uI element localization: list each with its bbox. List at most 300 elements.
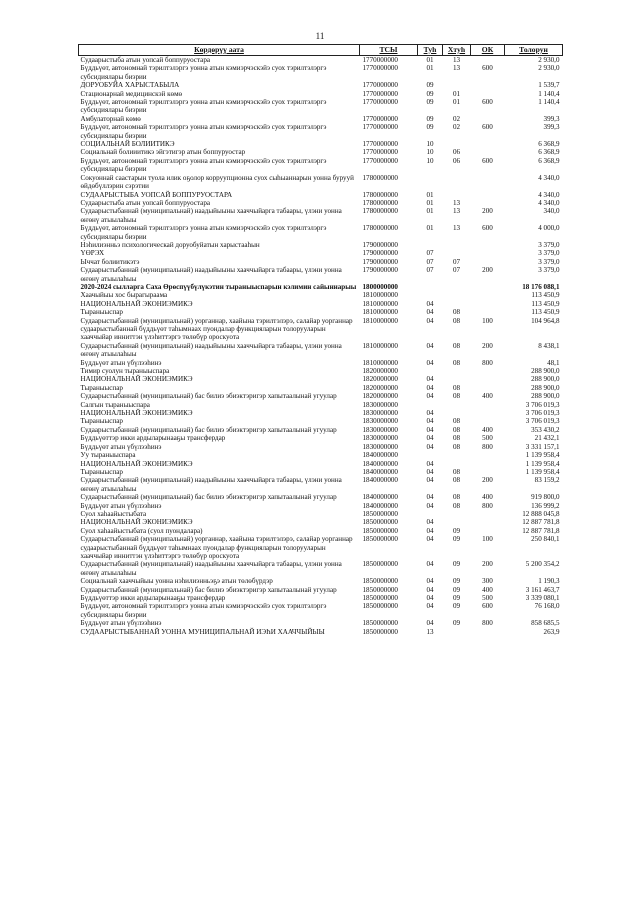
table-row	[79, 300, 563, 308]
row-sum: 113 450,9	[531, 308, 560, 317]
row-sum: 2 930,0	[538, 56, 560, 64]
row-vr	[471, 451, 505, 459]
row-rz: 09	[426, 114, 434, 123]
row-pr: 09	[452, 619, 461, 628]
row-name: Салгын тыраныыспара	[80, 400, 150, 409]
table-row	[79, 342, 563, 359]
row-vr: 400	[482, 392, 493, 401]
row-csr: 1830000000	[362, 425, 398, 434]
row-csr: 1830000000	[362, 417, 398, 426]
row-sum: 353 430,2	[531, 425, 560, 434]
row-sum: 5 200 354,2	[525, 560, 560, 569]
row-vr: 200	[482, 266, 493, 275]
row-name: Сокуоннай саастарын туола илик оҕолор корруупционна суох сыһыаннарын уонна бурууй өйдөбүллэрин сэрэтии	[80, 173, 354, 191]
row-csr: 1830000000	[362, 400, 398, 409]
row-csr: 1850000000	[362, 602, 398, 611]
row-name: Судаарыстыбаннай (муниципальнай) бас билиэ эбиэктэригэр хапытаалынай угуулар	[80, 585, 337, 594]
row-vr	[471, 409, 505, 417]
row-csr: 1840000000	[362, 493, 398, 502]
row-csr: 1850000000	[362, 627, 398, 636]
row-sum: 4 340,0	[538, 198, 560, 207]
table-row	[79, 602, 563, 619]
table-row	[79, 451, 563, 459]
table-row	[79, 619, 563, 627]
page-number: 11	[315, 31, 325, 41]
row-pr: 08	[452, 316, 461, 325]
row-pr	[443, 241, 471, 249]
row-name: Судаарыстыбаннай (муниципальнай) бас билиэ эбиэктэригэр хапытаалынай угуулар	[80, 392, 337, 401]
row-csr: 1800000000	[362, 282, 398, 291]
row-name: Бүддьүөт, автономнай тэрилтэлэргэ уонна атын кэмиэрчэскэйэ суох тэрилтэлэргэ субсидиялары биэрии	[80, 98, 327, 115]
row-vr: 100	[482, 535, 493, 544]
table-row	[79, 518, 563, 526]
row-vr	[471, 291, 505, 299]
row-vr	[471, 375, 505, 383]
row-rz: 10	[426, 140, 434, 149]
row-name: Судаарыстыбаннай (муниципальнай) уорганнар, хаайына тэрилтэлэрэ, салайар уорганнар судаарыстыбаннай бүддьүөт таһымнаах пуондалар функцияларын толорууларын хааччыйар инниттэн үлэһиттэргэ төлөбүр ороскуота	[80, 316, 353, 342]
row-vr: 600	[482, 64, 493, 73]
row-pr: 08	[452, 417, 461, 426]
row-name: Бүддьүөт, автономнай тэрилтэлэргэ уонна атын кэмиэрчэскэйэ суох тэрилтэлэргэ субсидиялары биэрии	[80, 602, 327, 619]
row-pr: 08	[452, 467, 461, 476]
row-vr	[471, 174, 505, 191]
row-name: ДОРУОБУЙА ХАРЫСТАБЫЛА	[80, 81, 180, 90]
row-csr: 1770000000	[362, 98, 398, 107]
row-name: Тыраныыспар	[80, 383, 123, 392]
row-csr: 1790000000	[362, 257, 398, 266]
header-rz: Туh	[418, 45, 443, 56]
row-csr: 1850000000	[362, 619, 398, 628]
row-rz: 04	[426, 417, 434, 426]
table-row	[79, 157, 563, 174]
row-vr: 800	[482, 358, 493, 367]
row-sum: 18 176 088,1	[522, 282, 560, 291]
row-name: Бүддьүөт атын үбүлээһинэ	[80, 501, 162, 510]
row-pr	[443, 367, 471, 375]
row-name: НАЦИОНАЛЬНАЙ ЭКОНИЭМИКЭ	[80, 375, 193, 384]
row-rz: 01	[426, 190, 434, 199]
table-row	[79, 56, 563, 65]
row-csr: 1810000000	[362, 291, 398, 300]
row-pr: 08	[452, 493, 461, 502]
table-row	[79, 199, 563, 207]
row-rz: 01	[426, 224, 434, 233]
row-vr: 300	[482, 577, 493, 586]
row-rz	[418, 241, 443, 249]
row-csr: 1770000000	[362, 156, 398, 165]
row-pr	[443, 375, 471, 383]
header-csr: ТСЫ	[360, 45, 418, 56]
table-row	[79, 401, 563, 409]
row-csr: 1820000000	[362, 375, 398, 384]
row-csr: 1780000000	[362, 198, 398, 207]
row-vr: 600	[482, 156, 493, 165]
row-csr: 1840000000	[362, 451, 398, 460]
row-csr: 1840000000	[362, 476, 398, 485]
row-name: Бүддьүөттэр икки ардыларынааҕы трансфердар	[80, 594, 226, 602]
row-sum: 1 539,7	[538, 81, 560, 90]
row-name: Суол хаһаайыстыбата (суол пуондалара)	[80, 526, 203, 535]
row-rz: 04	[426, 526, 434, 535]
row-sum: 4 340,0	[538, 173, 560, 182]
row-name: Тыраныыспар	[80, 308, 123, 317]
row-rz: 10	[426, 148, 434, 157]
row-sum: 6 368,9	[538, 148, 560, 157]
row-rz: 04	[426, 476, 434, 485]
header-name: Көрдөрүү аата	[79, 45, 360, 56]
row-rz: 07	[426, 257, 434, 266]
row-pr: 08	[452, 476, 461, 485]
row-name: Судаарыстыба атын уопсай боппуруостара	[80, 56, 211, 64]
row-rz	[418, 291, 443, 299]
row-csr: 1810000000	[362, 299, 398, 308]
row-pr	[443, 451, 471, 459]
row-vr	[471, 56, 505, 65]
row-name: Бүддьүөт, автономнай тэрилтэлэргэ уонна атын кэмиэрчэскэйэ суох тэрилтэлэргэ субсидиялары биэрии	[80, 156, 327, 174]
row-csr: 1820000000	[362, 383, 398, 392]
row-vr: 500	[482, 594, 493, 602]
row-sum: 12 888 045,8	[522, 509, 560, 518]
row-rz: 04	[426, 316, 434, 325]
table-row	[79, 409, 563, 417]
row-name: Тимир суолун тыраныыспара	[80, 367, 170, 376]
row-vr: 100	[482, 316, 493, 325]
row-rz: 04	[426, 594, 434, 602]
table-row	[79, 64, 563, 81]
row-pr: 08	[452, 308, 461, 317]
table-row	[79, 460, 563, 468]
row-name: Тыраныыспар	[80, 467, 123, 476]
row-sum: 1 139 958,4	[525, 467, 560, 476]
row-pr	[443, 518, 471, 526]
row-name: Бүддьүөт атын үбүлээһинэ	[80, 358, 162, 367]
row-sum: 263,9	[543, 627, 560, 636]
row-pr	[443, 291, 471, 299]
row-name: Нэһилиэнньэ психологическай доруобуйатын харыстааһын	[80, 240, 260, 249]
row-pr: 09	[452, 526, 461, 535]
row-name: Судаарыстыбаннай (муниципальнай) наадыйыыны хааччыйарга табаары, үлэни уонна өҥөнү атыылаһыы	[80, 266, 342, 283]
row-rz: 04	[426, 409, 434, 418]
row-vr: 400	[482, 493, 493, 502]
row-sum: 858 685,5	[531, 619, 560, 628]
header-vr: ОК	[471, 45, 505, 56]
row-name: Стационарнай медицинскэй көмө	[80, 89, 183, 98]
row-rz	[418, 451, 443, 459]
row-vr	[471, 417, 505, 425]
row-vr: 600	[482, 123, 493, 132]
row-rz: 01	[426, 207, 434, 216]
row-csr: 1810000000	[362, 308, 398, 317]
table-row	[79, 224, 563, 241]
header-sum: Толорун	[505, 45, 563, 56]
row-rz: 04	[426, 467, 434, 476]
row-csr: 1770000000	[362, 114, 398, 123]
row-sum: 2 930,0	[538, 64, 560, 73]
row-rz: 04	[426, 619, 434, 628]
table-row	[79, 266, 563, 283]
row-sum: 288 900,0	[531, 367, 560, 376]
table-row	[79, 90, 563, 98]
row-name: Судаарыстыбаннай (муниципальнай) бас билиэ эбиэктэригэр хапытаалынай угуулар	[80, 493, 337, 502]
row-sum: 399,3	[543, 114, 560, 123]
row-vr	[471, 241, 505, 249]
row-csr: 1830000000	[362, 442, 398, 451]
row-sum: 136 999,2	[531, 501, 560, 510]
row-name: Хаачыйыы хос бырагыраама	[80, 291, 168, 300]
row-pr: 09	[452, 577, 461, 586]
row-name: НАЦИОНАЛЬНАЙ ЭКОНИЭМИКЭ	[80, 409, 193, 418]
row-name: ҮӨРЭХ	[80, 249, 105, 258]
row-pr: 07	[452, 257, 461, 266]
table-row	[79, 123, 563, 140]
row-rz: 04	[426, 392, 434, 401]
table-row	[79, 140, 563, 148]
row-pr: 08	[452, 501, 461, 510]
row-name: СУДААРЫСТЫБА УОПСАЙ БОППУРУОСТАРА	[80, 190, 233, 199]
row-vr	[471, 140, 505, 148]
row-rz: 04	[426, 442, 434, 451]
table-row	[79, 308, 563, 316]
row-sum: 3 706 019,3	[525, 417, 560, 426]
table-row	[79, 443, 563, 451]
row-pr	[443, 249, 471, 257]
row-vr	[471, 191, 505, 199]
row-name: Бүддьүөт, автономнай тэрилтэлэргэ уонна атын кэмиэрчэскэйэ суох тэрилтэлэргэ субсидиялары биэрии	[80, 64, 327, 81]
row-rz: 07	[426, 249, 434, 258]
row-vr	[471, 300, 505, 308]
row-vr	[471, 81, 505, 89]
row-sum: 919 800,0	[531, 493, 560, 502]
row-rz: 04	[426, 383, 434, 392]
row-rz: 04	[426, 358, 434, 367]
row-name: Судаарыстыбаннай (муниципальнай) бас билиэ эбиэктэригэр хапытаалынай угуулар	[80, 425, 337, 434]
row-csr: 1810000000	[362, 358, 398, 367]
row-rz: 13	[426, 627, 434, 636]
row-name: Тыраныыспар	[80, 417, 123, 426]
row-pr: 08	[452, 442, 461, 451]
row-sum: 340,0	[543, 207, 560, 216]
table-row	[79, 81, 563, 89]
header-pr: Хтуh	[443, 45, 471, 56]
row-pr: 06	[452, 148, 461, 157]
row-name: СУДААРЫСТЫБАННАЙ УОННА МУНИЦИПАЛЬНАЙ ИЭҺИ ХААЧЧЫЙЫЫ	[80, 627, 325, 636]
row-sum: 21 432,1	[534, 434, 560, 443]
row-csr: 1790000000	[362, 266, 398, 275]
row-vr: 800	[482, 442, 493, 451]
row-sum: 48,1	[547, 358, 560, 367]
row-rz: 04	[426, 501, 434, 510]
row-vr	[471, 258, 505, 266]
table-row	[79, 384, 563, 392]
row-pr: 02	[452, 123, 461, 132]
row-rz: 10	[426, 156, 434, 165]
row-sum: 250 840,1	[531, 535, 560, 544]
row-sum: 113 450,9	[531, 291, 560, 300]
row-rz: 09	[426, 98, 434, 107]
row-name: Социальнай хааччыйыы уонна нэһилиэнньэҕэ атын төлөбүрдэр	[80, 577, 273, 586]
table-row	[79, 417, 563, 425]
row-rz: 04	[426, 560, 434, 569]
row-rz: 04	[426, 341, 434, 350]
row-name: 2020-2024 сылларга Саха Өрөспүүбүлүкэтин тыраныыспарын кэлимин сайыннарыы	[80, 282, 357, 291]
table-row	[79, 375, 563, 383]
row-name: СОЦИАЛЬНАЙ БОЛИИТИКЭ	[80, 140, 175, 149]
row-sum: 6 368,9	[538, 156, 560, 165]
row-sum: 8 438,1	[538, 341, 560, 350]
row-csr: 1820000000	[362, 392, 398, 401]
row-pr	[443, 401, 471, 409]
row-rz	[418, 401, 443, 409]
row-sum: 3 706 019,3	[525, 409, 560, 418]
row-pr	[443, 140, 471, 148]
row-csr: 1840000000	[362, 459, 398, 468]
row-sum: 113 450,9	[531, 299, 560, 308]
row-name: Судаарыстыбаннай (муниципальнай) наадыйыыны хааччыйарга табаары, үлэни уонна өҥөнү атыылаһыы	[80, 341, 342, 359]
table-row	[79, 434, 563, 442]
row-rz: 04	[426, 299, 434, 308]
table-row	[79, 628, 563, 636]
table-row	[79, 594, 563, 602]
row-rz: 04	[426, 518, 434, 527]
row-pr: 13	[452, 56, 461, 64]
row-vr	[471, 401, 505, 409]
row-rz: 04	[426, 375, 434, 384]
row-vr: 800	[482, 501, 493, 510]
row-vr	[471, 90, 505, 98]
row-csr: 1790000000	[362, 249, 398, 258]
table-row	[79, 392, 563, 400]
row-name: НАЦИОНАЛЬНАЙ ЭКОНИЭМИКЭ	[80, 299, 193, 308]
row-vr: 400	[482, 425, 493, 434]
row-csr: 1770000000	[362, 123, 398, 132]
row-sum: 3 379,0	[538, 240, 560, 249]
row-pr: 09	[452, 560, 461, 569]
row-sum: 12 887 781,8	[522, 518, 560, 527]
row-pr: 01	[452, 89, 461, 98]
row-rz	[418, 174, 443, 191]
table-row	[79, 468, 563, 476]
table-row	[79, 560, 563, 577]
row-name: Социальнай болииитикэ эйгэтигэр атын боппуруостар	[80, 148, 246, 157]
row-pr: 13	[452, 198, 461, 207]
row-pr: 08	[452, 392, 461, 401]
row-csr: 1770000000	[362, 89, 398, 98]
row-vr	[471, 460, 505, 468]
row-vr: 200	[482, 476, 493, 485]
row-vr	[471, 115, 505, 123]
row-sum: 3 161 463,7	[525, 585, 560, 594]
row-csr: 1770000000	[362, 56, 398, 64]
row-csr: 1770000000	[362, 81, 398, 90]
row-vr	[471, 148, 505, 156]
budget-table	[78, 44, 563, 636]
table-row	[79, 510, 563, 518]
row-csr: 1850000000	[362, 535, 398, 544]
row-csr: 1820000000	[362, 367, 398, 376]
row-pr	[443, 174, 471, 191]
row-rz: 09	[426, 123, 434, 132]
row-csr: 1850000000	[362, 526, 398, 535]
row-name: НАЦИОНАЛЬНАЙ ЭКОНИЭМИКЭ	[80, 459, 193, 468]
row-name: Уу тыраныыспара	[80, 451, 136, 460]
row-sum: 3 339 080,1	[525, 594, 560, 602]
row-sum: 288 900,0	[531, 392, 560, 401]
table-row	[79, 98, 563, 115]
table-row	[79, 207, 563, 224]
row-vr	[471, 249, 505, 257]
row-name: Бүддьүөт атын үбүлээһинэ	[80, 619, 162, 628]
row-sum: 6 368,9	[538, 140, 560, 149]
row-sum: 104 964,8	[531, 316, 560, 325]
row-sum: 3 331 157,1	[525, 442, 560, 451]
row-pr: 13	[452, 64, 461, 73]
row-vr	[471, 199, 505, 207]
table-header-row	[79, 45, 563, 56]
row-sum: 4 000,0	[538, 224, 560, 233]
row-name: Амбулаторнай көмө	[80, 114, 141, 123]
row-pr	[443, 460, 471, 468]
row-name: Судаарыстыбаннай (муниципальнай) наадыйыыны хааччыйарга табаары, үлэни уонна өҥөнү атыылаһыы	[80, 476, 342, 493]
row-sum: 1 139 958,4	[525, 459, 560, 468]
row-csr: 1770000000	[362, 140, 398, 149]
table-row	[79, 493, 563, 501]
row-sum: 83 159,2	[534, 476, 560, 485]
row-name: Судаарыстыбаннай (муниципальнай) наадыйыыны хааччыйарга табаары, үлэни уонна өҥөнү атыылаһыы	[80, 560, 342, 577]
row-rz: 04	[426, 585, 434, 594]
row-vr	[471, 283, 505, 291]
row-vr: 600	[482, 98, 493, 107]
row-name: НАЦИОНАЛЬНАЙ ЭКОНИЭМИКЭ	[80, 518, 193, 527]
row-csr: 1780000000	[362, 173, 398, 182]
row-csr: 1840000000	[362, 467, 398, 476]
table-row	[79, 115, 563, 123]
row-rz: 04	[426, 459, 434, 468]
row-vr	[471, 628, 505, 636]
row-rz: 01	[426, 64, 434, 73]
row-vr	[471, 384, 505, 392]
row-vr: 200	[482, 207, 493, 216]
row-pr: 01	[452, 98, 461, 107]
row-csr: 1840000000	[362, 501, 398, 510]
row-rz: 04	[426, 493, 434, 502]
row-pr: 08	[452, 425, 461, 434]
table-row	[79, 241, 563, 249]
row-sum: 3 379,0	[538, 257, 560, 266]
row-name: Бүддьүөттэр икки ардыларынааҕы трансфердар	[80, 434, 226, 443]
row-vr	[471, 308, 505, 316]
row-vr: 600	[482, 224, 493, 233]
row-pr: 08	[452, 383, 461, 392]
row-sum: 3 379,0	[538, 249, 560, 258]
row-csr: 1850000000	[362, 594, 398, 602]
row-csr: 1850000000	[362, 509, 398, 518]
row-pr: 13	[452, 224, 461, 233]
row-vr	[471, 527, 505, 535]
table-body	[79, 56, 563, 637]
table-row	[79, 426, 563, 434]
row-name: Судаарыстыбаннай (муниципальнай) наадыйыыны хааччыйарга табаары, үлэни уонна өҥөнү атыылаһыы	[80, 207, 342, 224]
row-vr: 400	[482, 585, 493, 594]
row-name: Бүддьүөт, автономнай тэрилтэлэргэ уонна атын кэмиэрчэскэйэ суох тэрилтэлэргэ субсидиялары биэрии	[80, 224, 327, 241]
table-row	[79, 249, 563, 257]
row-pr: 08	[452, 341, 461, 350]
row-rz: 04	[426, 434, 434, 443]
row-rz: 04	[426, 577, 434, 586]
row-rz	[418, 510, 443, 518]
row-pr: 08	[452, 358, 461, 367]
row-csr: 1790000000	[362, 240, 398, 249]
table-row	[79, 367, 563, 375]
